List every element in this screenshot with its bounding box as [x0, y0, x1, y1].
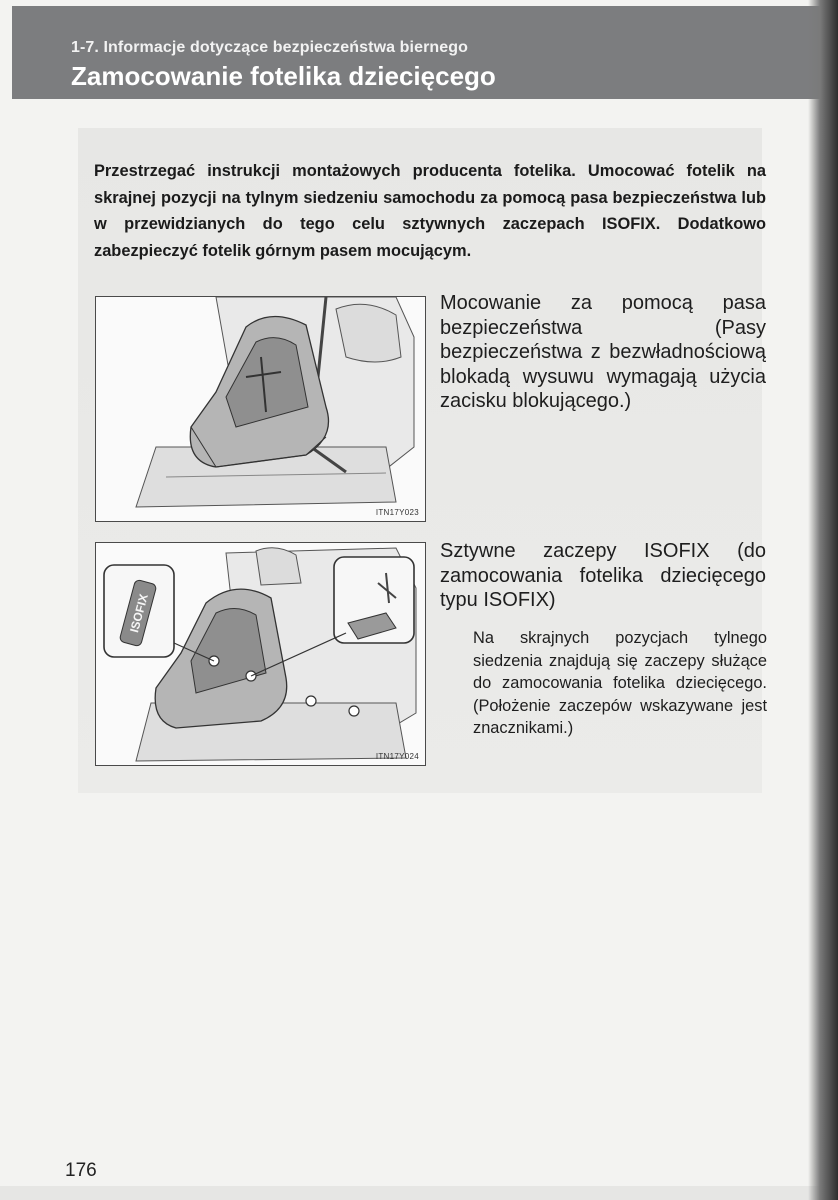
page-right-edge-shadow: [808, 0, 838, 1200]
page-number: 176: [65, 1160, 97, 1181]
intro-paragraph: Przestrzegać instrukcji montażowych producenta fotelika. Umocować fotelik na skrajnej pozycji na tylnym siedzeniu samochodu za pomocą pasa bezpieczeństwa lub w przewidzianych do tego celu sztywnych zaczepach ISOFIX. Dodatkowo zabezpieczyć fotelik górnym pasem mocującym.: [94, 162, 766, 260]
seatbelt-seat-drawing: [96, 297, 425, 521]
section-header: [12, 6, 822, 99]
section-subtitle: 1-7. Informacje dotyczące bezpieczeństwa biernego: [71, 39, 469, 56]
isofix-tag-label: ISOFIX: [127, 592, 151, 635]
isofix-child-seat-illustration: [95, 542, 426, 766]
seatbelt-child-seat-illustration: [95, 296, 426, 522]
isofix-seat-drawing: [96, 543, 425, 765]
isofix-note: Na skrajnych pozycjach tylnego siedzenia znajdują się zaczepy służące do zamocowania fotelika dziecięcego. (Położenie zaczepów wskazywane jest znacznikami.): [473, 629, 767, 738]
page-title: Zamocowanie fotelika dziecięcego: [71, 61, 496, 91]
figure-code: ITN17Y024: [375, 752, 419, 761]
seatbelt-description: Mocowanie za pomocą pasa bezpieczeństwa (Pasy bezpieczeństwa z bezwładnościową blokadą wysuwu wymagają użycia zacisku blokującego.): [440, 292, 766, 412]
figure-code: ITN17Y023: [375, 508, 419, 517]
isofix-description: Sztywne zaczepy ISOFIX (do zamocowania fotelika dziecięcego typu ISOFIX): [440, 540, 766, 611]
bottom-edge: [0, 1186, 838, 1200]
